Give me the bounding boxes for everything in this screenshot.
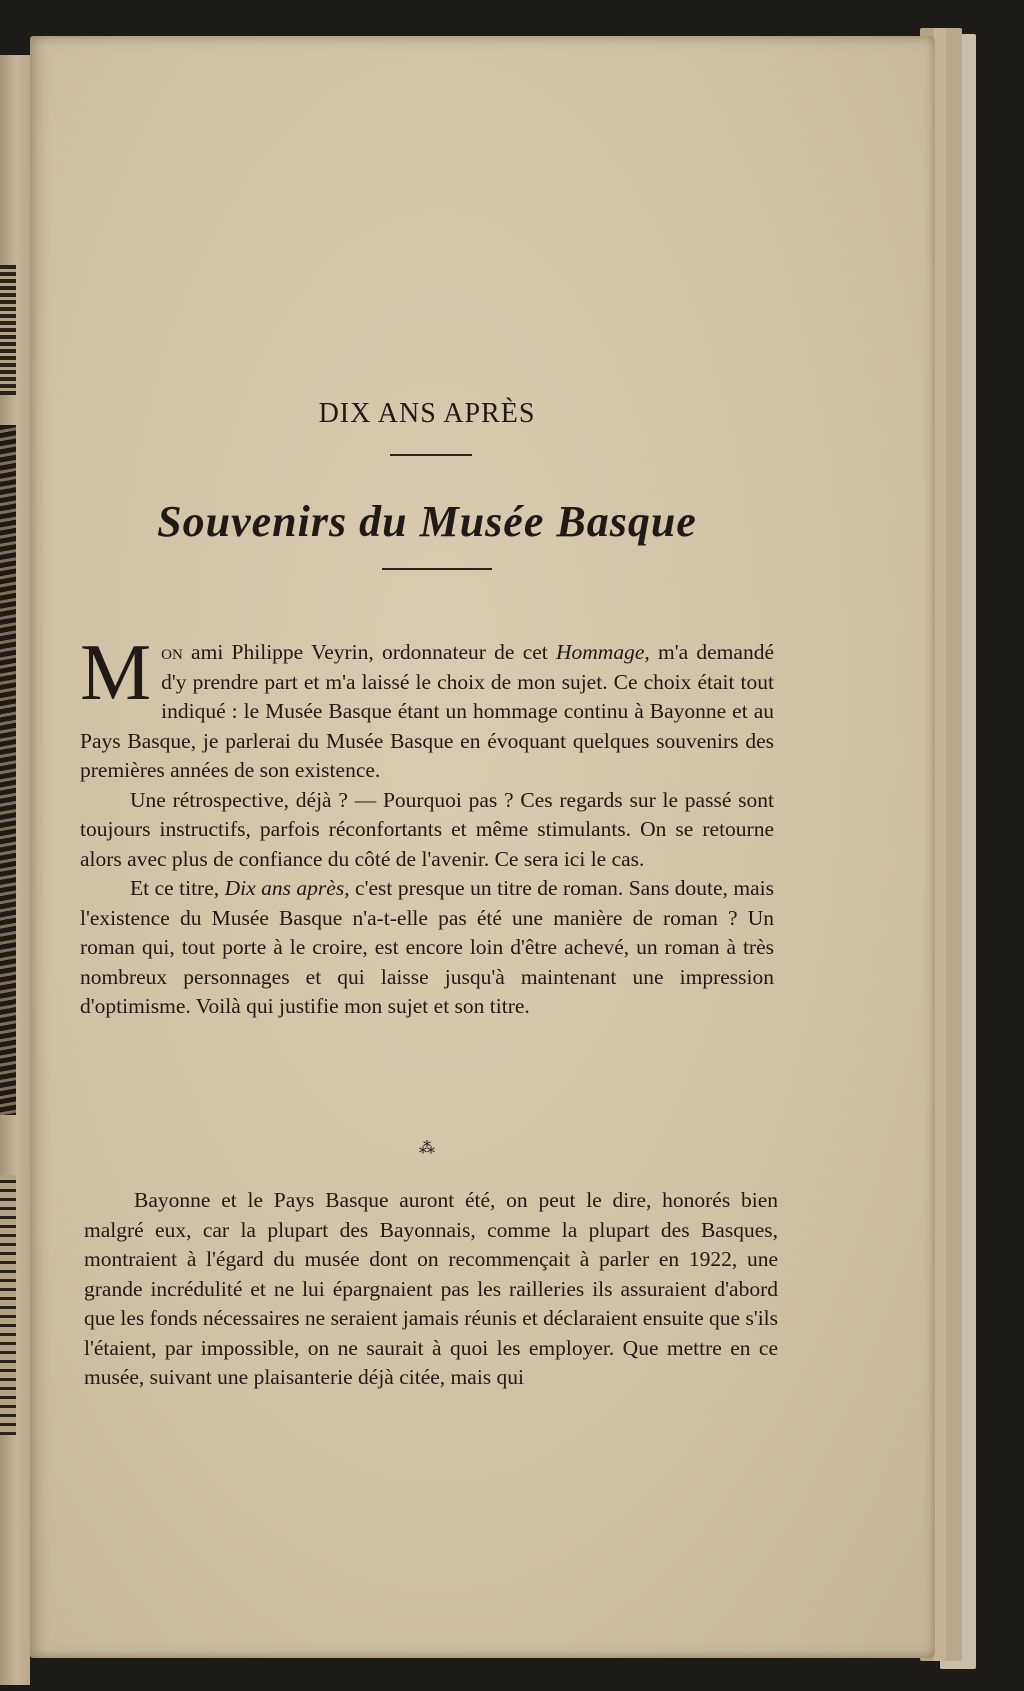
adjacent-page-print (0, 1175, 16, 1435)
paragraph-text: ami Philippe Veyrin, ordonnateur de cet (182, 640, 556, 664)
paragraph-4: Bayonne et le Pays Basque auront été, on peut le dire, honorés bien malgré eux, car la plupart des Bayonnais, comme la plupart des Basques, montraient à l'égard du musée dont on recommençait à parler en 1922, une grande incrédulité et ne lui épargnaient pas les railleries ils assuraient d'abord que les fonds nécessaires ne seraient jamais réunis et déclaraient ensuite que s'ils l'étaient, par impossible, on ne saurait à quoi les employer. Que mettre en ce musée, suivant une plaisanterie déjà citée, mais qui (84, 1188, 779, 1389)
paragraph-text: , m'a demandé d'y prendre part et m'a laissé le choix de mon sujet. Ce choix était tout indiqué : le Musée Basque étant un hommage continu à Bayonne et au Pays Basque, je parlerai du Musée Basque en évoquant quelques souvenirs des premières années de son existence. (80, 640, 774, 782)
article-body-continued (84, 1186, 778, 1393)
paragraph-text: c'est presque un titre de roman. Sans doute, mais l'existence du Musée Basque n'a-t-elle pas été une manière de roman ? Un roman qui, tout porte à le croire, est encore loin d'être achevé, un roman à très nombreux personnages et qui laisse jusqu'à maintenant une impression d'optimisme. Voilà qui justifie mon sujet et son titre. (80, 876, 775, 1018)
article-body (80, 629, 775, 1022)
adjacent-page-print (0, 265, 16, 395)
paragraph-3 (80, 874, 774, 1022)
smallcaps-lead: on (161, 640, 183, 664)
adjacent-page-illustration (0, 425, 16, 1115)
drop-cap: M (80, 629, 152, 717)
paragraph-2: Une rétrospective, déjà ? — Pourquoi pas ? Ces regards sur le passé sont toujours instructifs, parfois réconfortants et même stimulants. On se retourne alors avec plus de confiance du côté de l'avenir. Ce sera ici le cas. (80, 787, 774, 871)
asterism-separator: ⁂ (419, 1140, 435, 1157)
adjacent-page-strip (0, 55, 30, 1685)
title-rule-top (390, 454, 472, 456)
paragraph-1 (80, 629, 774, 786)
article-title: Souvenirs du Musée Basque (157, 497, 697, 546)
title-rule-bottom (382, 568, 492, 570)
book-page (30, 36, 935, 1658)
italic-text: Dix ans après, (224, 876, 350, 900)
italic-text: Hommage (556, 640, 645, 664)
section-kicker: DIX ANS APRÈS (318, 398, 536, 429)
paragraph-text: Et ce titre, (130, 876, 225, 900)
